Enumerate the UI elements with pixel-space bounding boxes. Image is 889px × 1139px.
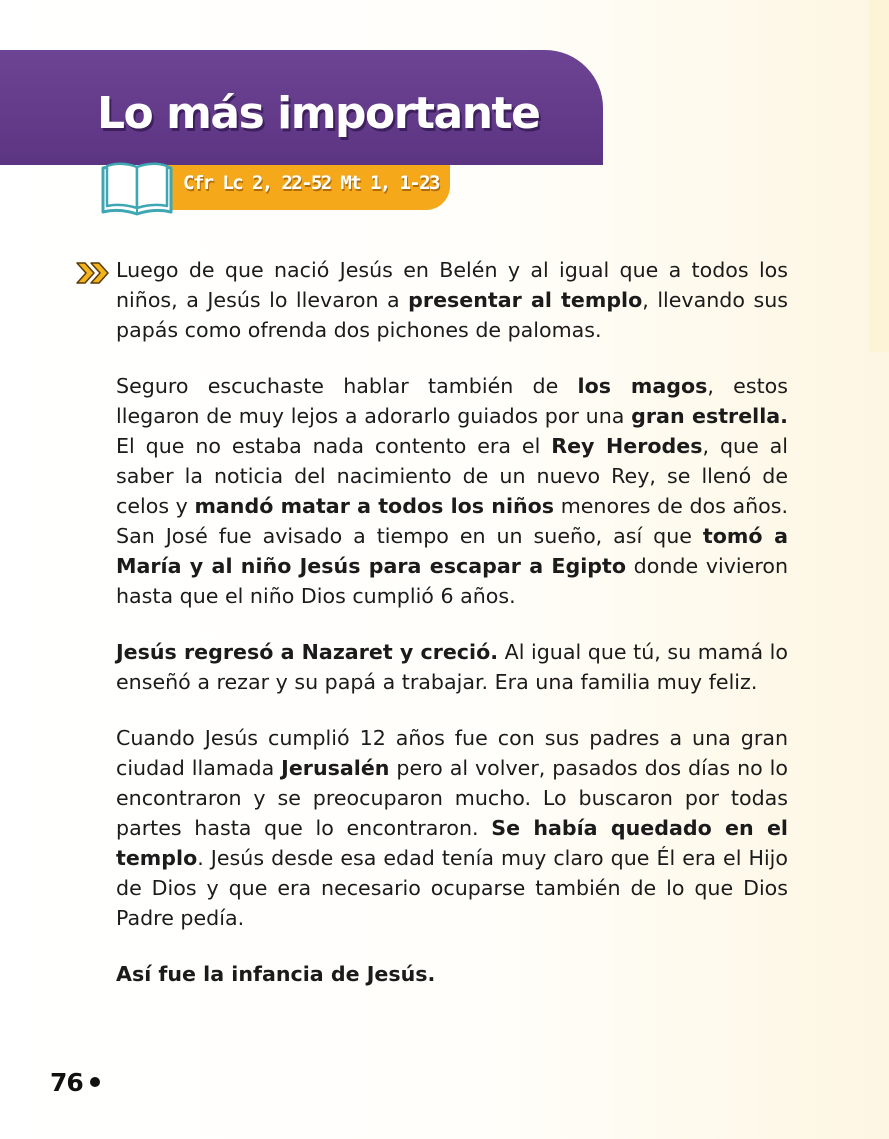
bold-text: Jerusalén <box>281 756 390 780</box>
bold-text: Rey Herodes <box>551 434 703 458</box>
page-number: 76 <box>50 1068 83 1097</box>
bold-text: tomó a María y al niño Jesús para escapar a Egipto <box>116 524 788 578</box>
text-run: , que al saber la noticia del nacimiento de un nuevo Rey, se llenó de celos y <box>116 434 788 518</box>
body-text <box>116 255 788 1015</box>
paragraph-4 <box>116 723 788 933</box>
bold-text: Se había quedado en el templo <box>116 816 788 870</box>
bold-text: Jesús regresó a Nazaret y creció. <box>116 640 499 664</box>
text-run: menores de dos años. San José fue avisado a tiempo en un sueño, así que <box>116 494 789 548</box>
side-tab <box>869 0 889 352</box>
bold-text: gran estrella. <box>631 404 789 428</box>
paragraph-5 <box>116 959 788 989</box>
paragraph-3 <box>116 637 788 697</box>
text-run: Al igual que tú, su mamá lo enseñó a rezar y su papá a trabajar. Era una familia muy feliz. <box>116 640 788 694</box>
text-run: . Jesús desde esa edad tenía muy claro que Él era el Hijo de Dios y que era necesario ocuparse también de lo que Dios Padre pedía. <box>116 846 788 930</box>
bold-text: los magos <box>577 374 708 398</box>
text-run: Cuando Jesús cumplió 12 años fue con sus padres a una gran ciudad llamada <box>116 726 788 780</box>
book-icon <box>99 158 175 216</box>
bold-text: Así fue la infancia de Jesús. <box>116 962 436 986</box>
double-chevron-icon <box>76 261 112 285</box>
bold-text: presentar al templo <box>408 288 643 312</box>
page-number-dot <box>90 1077 100 1087</box>
text-run: , llevando sus papás como ofrenda dos pichones de palomas. <box>116 288 788 342</box>
text-run: donde vivieron hasta que el niño Dios cumplió 6 años. <box>116 554 788 608</box>
paragraph-1 <box>116 255 788 345</box>
text-run: , estos llegaron de muy lejos a adorarlo guiados por una <box>116 374 788 428</box>
text-run: Luego de que nació Jesús en Belén y al igual que a todos los niños, a Jesús lo llevaron a <box>116 258 788 312</box>
bold-text: mandó matar a todos los niños <box>194 494 555 518</box>
page-title: Lo más importante <box>97 88 540 139</box>
text-run: Seguro escuchaste hablar también de <box>116 374 578 398</box>
text-run: El que no estaba nada contento era el <box>116 434 552 458</box>
bible-reference: Cfr Lc 2, 22-52 Mt 1, 1-23 <box>183 172 439 194</box>
paragraph-2 <box>116 371 788 611</box>
text-run: pero al volver, pasados dos días no lo encontraron y se preocuparon mucho. Lo buscaron por todas partes hasta que lo encontraron. <box>116 756 788 840</box>
